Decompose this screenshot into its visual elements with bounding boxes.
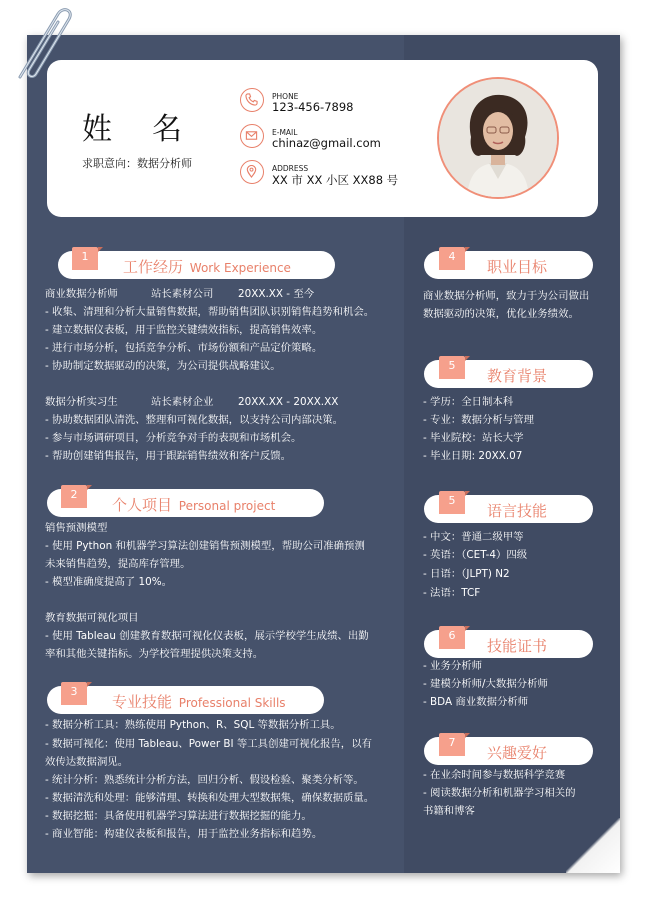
hobbies-section-number: 7 xyxy=(439,733,465,756)
language-line: - 日语：（JLPT) N2 xyxy=(423,568,510,580)
project-line: 教育数据可视化项目 xyxy=(45,612,139,624)
phone-label: PHONE xyxy=(272,92,299,101)
email-label: E-MAIL xyxy=(272,128,298,137)
skills-section-title: 专业技能 Professional Skills xyxy=(112,693,286,711)
skill-line: - 数据清洗和处理：能够清理、转换和处理大型数据集，确保数据质量。 xyxy=(45,792,375,804)
skill-line: 效传达数据洞见。 xyxy=(45,756,129,768)
language-section-title: 语言技能 xyxy=(487,502,548,520)
skill-line: - 数据分析工具：熟练使用 Python、R、SQL 等数据分析工具。 xyxy=(45,719,341,731)
job-header: 商业数据分析师 站长素材公司 20XX.XX - 至今 xyxy=(45,288,315,300)
profile-photo xyxy=(437,77,559,199)
skill-line: - 统计分析：熟悉统计分析方法，回归分析、假设检验、聚类分析等。 xyxy=(45,774,364,786)
goal-line: 商业数据分析师，致力于为公司做出 xyxy=(423,290,590,302)
address-value: XX 市 XX 小区 XX88 号 xyxy=(272,173,399,187)
skill-line: - 数据可视化：使用 Tableau、Power BI 等工具创建可视化报告，以有 xyxy=(45,738,372,750)
project-line: 未来销售趋势，提高库存管理。 xyxy=(45,558,191,570)
goal-line: 数据驱动的决策，优化业务绩效。 xyxy=(423,308,579,320)
projects-section-number: 2 xyxy=(61,485,87,508)
education-line: - 学历：全日制本科 xyxy=(423,396,514,408)
project-line: - 使用 Tableau 创建教育数据可视化仪表板，展示学校学生成绩、出勤 xyxy=(45,630,369,642)
phone-value: 123-456-7898 xyxy=(272,100,354,114)
language-line: - 法语：TCF xyxy=(423,587,481,599)
phone-icon xyxy=(240,88,264,112)
job-duty: - 收集、清理和分析大量销售数据，帮助销售团队识别销售趋势和机会。 xyxy=(45,306,375,318)
cert-line: - 业务分析师 xyxy=(423,660,483,672)
project-line: - 模型准确度提高了 10%。 xyxy=(45,576,172,588)
certs-section-number: 6 xyxy=(439,626,465,649)
education-line: - 毕业院校：站长大学 xyxy=(423,432,524,444)
project-line: 销售预测模型 xyxy=(45,522,108,534)
job-duty: - 协助数据团队清洗、整理和可视化数据，以支持公司内部决策。 xyxy=(45,414,343,426)
education-section-title: 教育背景 xyxy=(487,367,548,385)
language-line: - 中文：普通二级甲等 xyxy=(423,531,524,543)
education-section-number: 5 xyxy=(439,356,465,379)
page-curl xyxy=(566,818,620,873)
skills-section-number: 3 xyxy=(61,682,87,705)
job-duty: - 协助制定数据驱动的决策，为公司提供战略建议。 xyxy=(45,360,281,372)
language-section-number: 5 xyxy=(439,491,465,514)
goal-section-number: 4 xyxy=(439,247,465,270)
address-label: ADDRESS xyxy=(272,164,309,173)
candidate-name: 姓名 xyxy=(82,112,222,147)
education-line: - 专业：数据分析与管理 xyxy=(423,414,534,426)
hobby-line: 书籍和博客 xyxy=(423,805,475,817)
project-line: 率和其他关键指标。为学校管理提供决策支持。 xyxy=(45,648,264,660)
job-target: 求职意向：数据分析师 xyxy=(82,157,192,170)
work-section-number: 1 xyxy=(72,247,98,270)
job-duty: - 进行市场分析，包括竞争分析、市场份额和产品定价策略。 xyxy=(45,342,323,354)
job-header: 数据分析实习生 站长素材企业 20XX.XX - 20XX.XX xyxy=(45,396,339,408)
email-value: chinaz@gmail.com xyxy=(272,136,381,150)
language-line: - 英语：（CET-4）四级 xyxy=(423,549,528,561)
skill-line: - 数据挖掘：具备使用机器学习算法进行数据挖掘的能力。 xyxy=(45,810,312,822)
cert-line: - BDA 商业数据分析师 xyxy=(423,696,529,708)
location-pin-icon xyxy=(240,160,264,184)
email-icon xyxy=(240,124,264,148)
skill-line: - 商业智能：构建仪表板和报告，用于监控业务指标和趋势。 xyxy=(45,828,323,840)
work-section-title: 工作经历 Work Experience xyxy=(123,258,291,276)
job-duty: - 参与市场调研项目，分析竞争对手的表现和市场机会。 xyxy=(45,432,302,444)
goal-section-title: 职业目标 xyxy=(487,258,548,276)
projects-section-title: 个人项目 Personal project xyxy=(112,496,276,514)
project-line: - 使用 Python 和机器学习算法创建销售预测模型，帮助公司准确预测 xyxy=(45,540,365,552)
cert-line: - 建模分析师/大数据分析师 xyxy=(423,678,548,690)
hobby-line: - 在业余时间参与数据科学竞赛 xyxy=(423,769,566,781)
job-duty: - 帮助创建销售报告，用于跟踪销售绩效和客户反馈。 xyxy=(45,450,292,462)
hobby-line: - 阅读数据分析和机器学习相关的 xyxy=(423,787,576,799)
certs-section-title: 技能证书 xyxy=(487,637,548,655)
job-duty: - 建立数据仪表板，用于监控关键绩效指标，提高销售效率。 xyxy=(45,324,323,336)
hobbies-section-title: 兴趣爱好 xyxy=(487,744,548,762)
education-line: - 毕业日期: 20XX.07 xyxy=(423,450,523,462)
